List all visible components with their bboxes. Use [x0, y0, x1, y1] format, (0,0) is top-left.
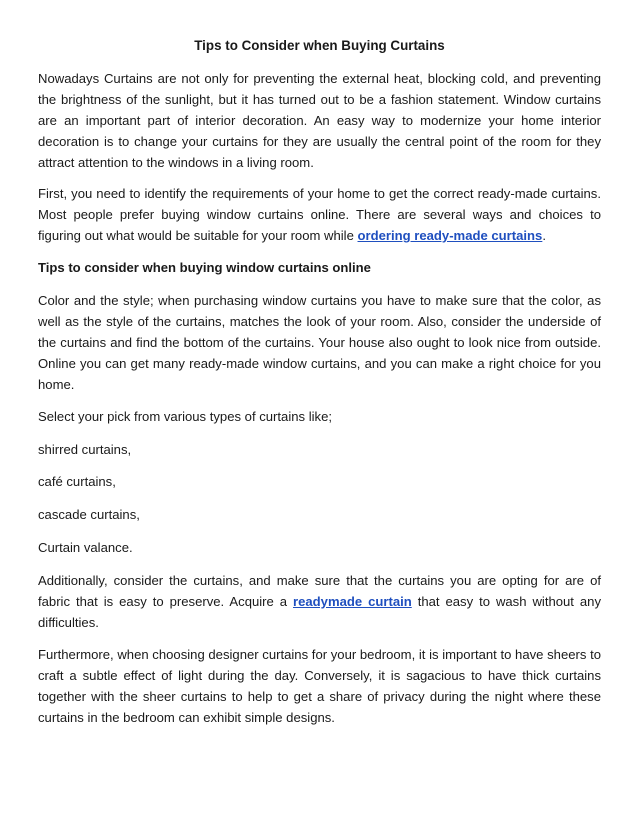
- document-title: Tips to Consider when Buying Curtains: [194, 38, 445, 53]
- list-item: café curtains,: [38, 474, 116, 490]
- paragraph-requirements: [38, 184, 601, 247]
- document-page: [38, 36, 601, 739]
- ordering-ready-made-curtains-link[interactable]: ordering ready-made curtains: [357, 228, 543, 244]
- list-item: Curtain valance.: [38, 540, 133, 556]
- section-heading: Tips to consider when buying window curtains online: [38, 260, 371, 276]
- paragraph-text: that easy to wash without any difficulties.: [38, 594, 602, 630]
- readymade-curtain-link[interactable]: readymade curtain: [293, 594, 412, 610]
- paragraph-text: First, you need to identify the requirements of your home to get the correct ready-made curtains. Most people prefer buying window curtains online. There are several ways and choices to figuring out what would be suitable for your room while: [38, 186, 601, 244]
- paragraph-fabric: [38, 571, 601, 634]
- paragraph-text: .: [542, 228, 546, 244]
- paragraph-bedroom: Furthermore, when choosing designer curtains for your bedroom, it is important to have sheers to craft a subtle effect of light during the day. Conversely, it is sagacious to have thick curtains together with the sheer curtains to help to get a share of privacy during the night where these curtains in the bedroom can exhibit simple designs.: [38, 646, 601, 725]
- paragraph-intro: Nowadays Curtains are not only for preventing the external heat, blocking cold, and preventing the brightness of the sunlight, but it has turned out to be a fashion statement. Window curtains are an important part of interior decoration. An easy way to modernize your home interior decoration is to change your curtains for they are usually the central point of the room for they attract attention to the windows in a living room.: [38, 70, 601, 170]
- paragraph-text: Additionally, consider the curtains, and make sure that the curtains you are opting for are of fabric that is easy to preserve. Acquire a: [38, 573, 601, 610]
- paragraph-color-style: Color and the style; when purchasing window curtains you have to make sure that the color, as well as the style of the curtains, matches the look of your room. Also, consider the underside of the curtains and find the bottom of the curtains. Your house also ought to look nice from outside. Online you can get many ready-made window curtains, and you can make a right choice for you home.: [38, 293, 601, 392]
- paragraph-select: Select your pick from various types of curtains like;: [38, 408, 332, 424]
- list-item: cascade curtains,: [38, 507, 140, 523]
- list-item: shirred curtains,: [38, 441, 132, 457]
